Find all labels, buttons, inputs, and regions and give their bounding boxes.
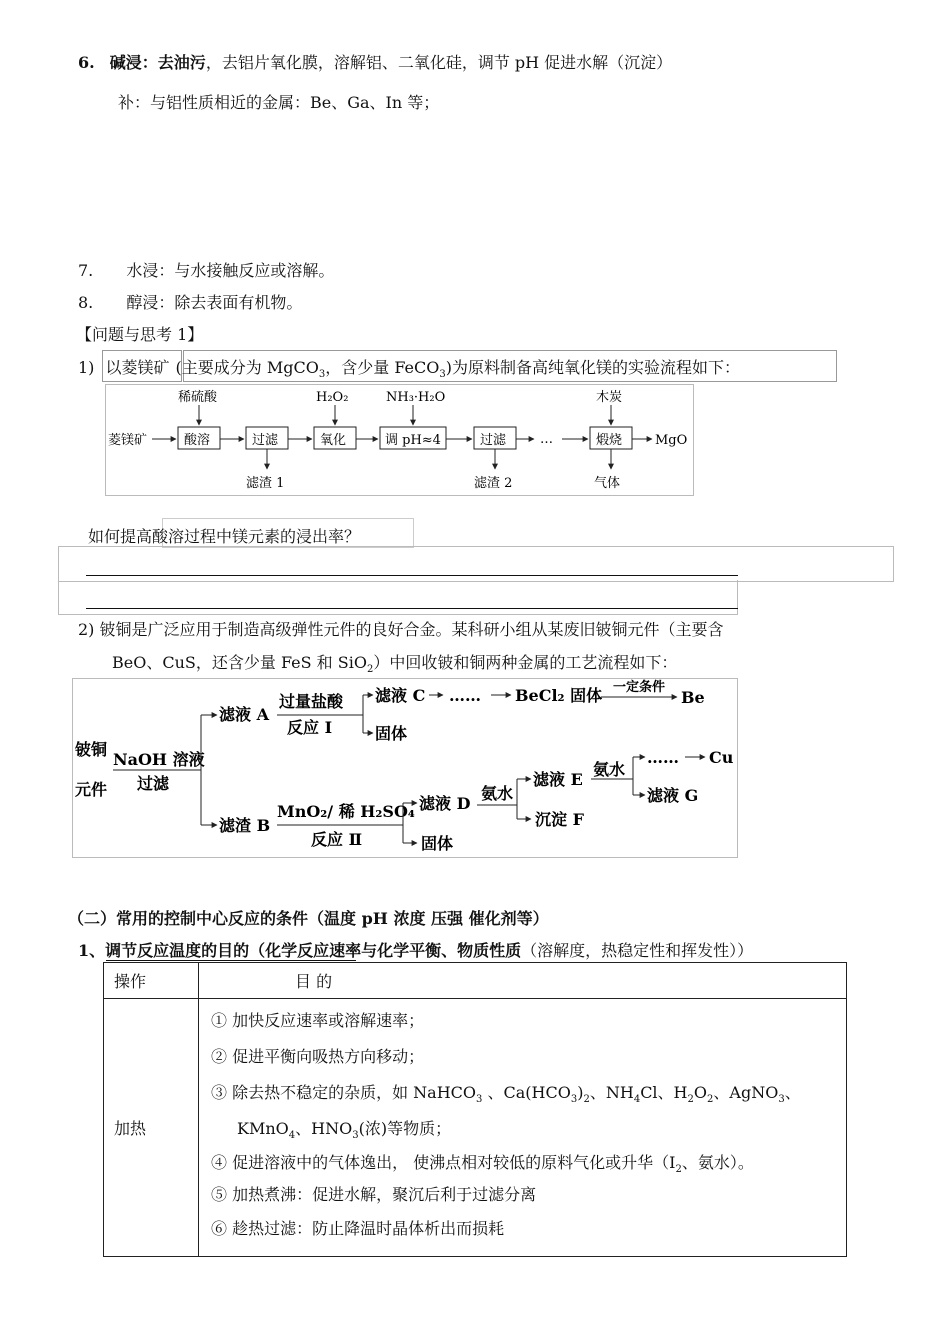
section-text: ，去铝片氧化膜，溶解铝、二氧化硅，调节 pH 促进水解（沉淀） bbox=[205, 53, 673, 72]
list-item bbox=[199, 1147, 846, 1179]
flow-node: 滤液 E bbox=[533, 770, 583, 789]
flow-reagent: 氨水 bbox=[593, 760, 626, 779]
item-text: Cl、H bbox=[640, 1083, 688, 1102]
flow-dots: … bbox=[540, 432, 553, 447]
section-text: 水浸：与水接触反应或溶解。 bbox=[126, 261, 335, 280]
section-8 bbox=[78, 290, 302, 313]
subscript: 2 bbox=[583, 1094, 590, 1105]
answer-box bbox=[58, 546, 894, 582]
subscript: 3 bbox=[352, 1130, 359, 1141]
item-text: (浓)等物质； bbox=[358, 1119, 452, 1138]
flow-step: 过滤 bbox=[480, 433, 507, 448]
question-text: ）中回收铍和铜两种金属的工艺流程如下： bbox=[373, 653, 678, 672]
flow-label: 反应 Ⅰ bbox=[287, 718, 333, 737]
flow-step: 氧化 bbox=[320, 433, 347, 448]
list-item: ⑥ 趁热过滤：防止降温时晶体析出而损耗 bbox=[211, 1219, 505, 1238]
question-text-a: 以菱镁矿 bbox=[105, 358, 170, 377]
flow-node: 滤液 A bbox=[219, 705, 269, 724]
item-text: ③ 除去热不稳定的杂质，如 NaHCO bbox=[211, 1083, 477, 1102]
subscript: 3 bbox=[439, 369, 446, 380]
table-cell-operation: 加热 bbox=[104, 999, 199, 1257]
flow-dots: …… bbox=[647, 748, 679, 767]
item-text: 、NH bbox=[589, 1083, 634, 1102]
flow-step: 调 pH≈4 bbox=[385, 433, 441, 448]
table-header-purpose: 目 的 bbox=[199, 963, 847, 999]
question-text-c: ，含少量 FeCO bbox=[325, 358, 440, 377]
item-text: ) bbox=[577, 1083, 584, 1102]
item-text: 、Ca(HCO bbox=[482, 1083, 571, 1102]
flow-output: 滤渣 2 bbox=[474, 476, 513, 491]
flow-product: Be bbox=[681, 688, 705, 707]
subscript: 4 bbox=[633, 1094, 641, 1105]
flow-start: 菱镁矿 bbox=[108, 433, 148, 448]
item-text: 、氨水）。 bbox=[681, 1153, 754, 1172]
answer-line[interactable] bbox=[86, 608, 738, 609]
item-text: O bbox=[693, 1083, 708, 1102]
question-text-d: )为原料制备高纯氧化镁的实验流程如下： bbox=[445, 358, 741, 377]
item-text: KMnO bbox=[237, 1119, 289, 1138]
subscript: 2 bbox=[366, 664, 374, 675]
table-header-operation: 操作 bbox=[104, 963, 199, 999]
section-number: 6. bbox=[78, 53, 95, 72]
flow-reagent: NaOH 溶液 bbox=[113, 750, 205, 769]
flow-label: 一定条件 bbox=[613, 680, 666, 695]
flow-diagram-2 bbox=[72, 678, 738, 858]
item-text: 、HNO bbox=[295, 1119, 353, 1138]
list-item: ⑤ 加热煮沸：促进水解，聚沉后利于过滤分离 bbox=[211, 1185, 537, 1204]
flow-reagent: 过量盐酸 bbox=[279, 692, 344, 711]
subscript: 3 bbox=[778, 1094, 785, 1105]
question-text-b: (主要成分为 MgCO bbox=[175, 358, 319, 377]
flow-node: 滤渣 B bbox=[219, 816, 271, 835]
subscript: 4 bbox=[288, 1130, 296, 1141]
subscript: 3 bbox=[476, 1094, 483, 1105]
flow-reagent: MnO₂/ 稀 H₂SO₄ bbox=[277, 802, 415, 821]
flow-reagent: H₂O₂ bbox=[316, 390, 349, 405]
subtitle-paren: （溶解度，热稳定性和挥发性）） bbox=[521, 941, 754, 960]
item-text: 、 bbox=[784, 1083, 801, 1102]
section-number: 7. bbox=[78, 261, 94, 280]
question-2-line-1: 2) 铍铜是广泛应用于制造高级弹性元件的良好合金。某科研小组从某废旧铍铜元件（主要含 bbox=[78, 620, 724, 639]
section-7 bbox=[78, 258, 334, 281]
flow-product: MgO bbox=[655, 433, 688, 448]
question-title: 【问题与思考 1】 bbox=[76, 325, 204, 344]
flow-reagent: 木炭 bbox=[596, 390, 623, 405]
subscript: 2 bbox=[675, 1164, 682, 1175]
flow-node: 滤液 G bbox=[647, 786, 699, 805]
subscript: 3 bbox=[318, 369, 326, 380]
flow-output: 气体 bbox=[594, 476, 621, 491]
flow-node: 沉淀 F bbox=[535, 810, 584, 829]
flow-step: 煅烧 bbox=[596, 433, 623, 448]
question-2-line-2 bbox=[112, 650, 677, 675]
answer-line[interactable] bbox=[86, 575, 738, 576]
item-text: ④ 促进溶液中的气体逸出， 使沸点相对较低的原料气化或升华（I bbox=[211, 1153, 676, 1172]
section-6-note: 补：与铝性质相近的金属：Be、Ga、In 等； bbox=[118, 93, 440, 112]
flow-dots: …… bbox=[449, 686, 481, 705]
flow-reagent: 稀硫酸 bbox=[178, 390, 218, 405]
section-lead: 碱浸：去油污 bbox=[109, 53, 206, 72]
flow-label: 反应 Ⅱ bbox=[311, 830, 363, 849]
flow-node: BeCl₂ 固体 bbox=[515, 686, 603, 705]
section-text: 醇浸：除去表面有机物。 bbox=[126, 293, 303, 312]
flow-reagent: NH₃·H₂O bbox=[386, 390, 446, 405]
item-text: 、AgNO bbox=[713, 1083, 779, 1102]
flow-label: 过滤 bbox=[137, 774, 170, 793]
subtitle-main: 1、调节反应温度的目的（化学反应速率与化学平衡、物质性质 bbox=[78, 941, 522, 960]
answer-box bbox=[58, 580, 738, 615]
subscript: 3 bbox=[570, 1094, 578, 1105]
flow-reagent: 氨水 bbox=[481, 784, 514, 803]
flow-product: Cu bbox=[709, 748, 734, 767]
conditions-table bbox=[103, 962, 847, 1257]
list-item bbox=[199, 1111, 846, 1147]
list-item bbox=[199, 1075, 846, 1111]
flow-node: 固体 bbox=[375, 724, 408, 743]
answer-prompt: 如何提高酸溶过程中镁元素的浸出率？ bbox=[88, 527, 361, 546]
subscript: 2 bbox=[687, 1094, 694, 1105]
table-cell-purpose bbox=[199, 999, 847, 1257]
section-subtitle bbox=[78, 938, 753, 961]
question-number: 1) bbox=[78, 358, 95, 377]
list-item: ② 促进平衡向吸热方向移动； bbox=[211, 1047, 425, 1066]
question-text: BeO、CuS，还含少量 FeS 和 SiO bbox=[112, 653, 367, 672]
flow-step: 过滤 bbox=[252, 433, 279, 448]
section-title: （二）常用的控制中心反应的条件（温度 pH 浓度 压强 催化剂等） bbox=[68, 909, 549, 928]
flow-diagram-1 bbox=[105, 384, 694, 496]
section-number: 8. bbox=[78, 293, 94, 312]
flow-start: 铍铜 bbox=[75, 740, 108, 759]
section-6 bbox=[78, 50, 672, 73]
flow-node: 滤液 C bbox=[375, 686, 426, 705]
flow-output: 滤渣 1 bbox=[246, 476, 285, 491]
underline bbox=[106, 960, 356, 961]
question-1-line bbox=[78, 355, 740, 380]
subscript: 2 bbox=[707, 1094, 714, 1105]
flow-node: 滤液 D bbox=[419, 794, 471, 813]
flow-step: 酸溶 bbox=[184, 433, 211, 448]
flow-start: 元件 bbox=[75, 780, 108, 799]
flow-node: 固体 bbox=[421, 834, 454, 853]
list-item: ① 加快反应速率或溶解速率； bbox=[211, 1011, 425, 1030]
